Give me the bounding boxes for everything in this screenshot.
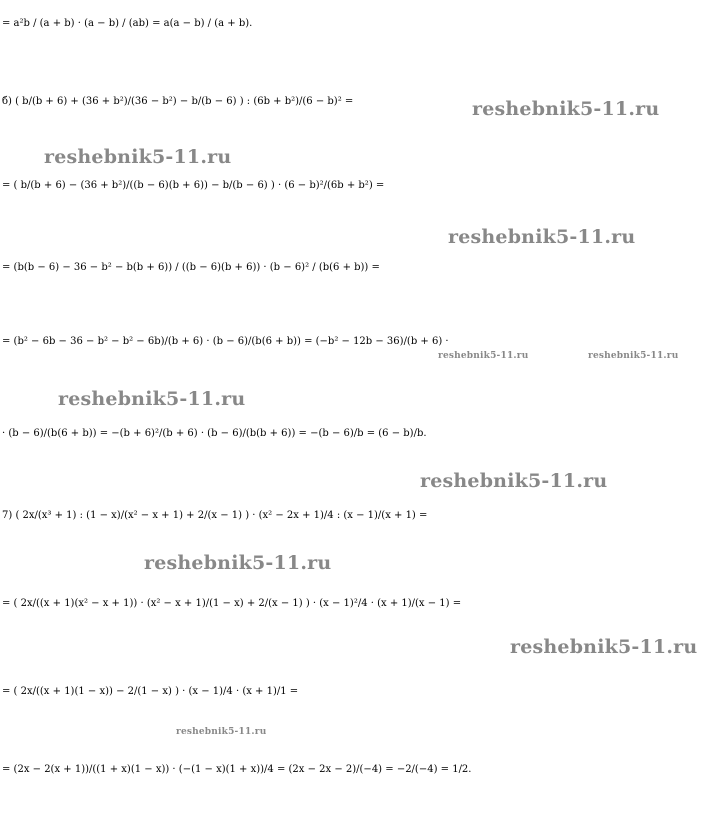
watermark-text: reshebnik5-11.ru bbox=[58, 388, 246, 410]
solution-line-3: = ( b/(b + 6) − (36 + b²)/((b − 6)(b + 6)) − b/(b − 6) ) · (6 − b)²/(6b + b²) = bbox=[2, 180, 385, 191]
solution-line-9: = ( 2x/((x + 1)(1 − x)) − 2/(1 − x) ) · (x − 1)/4 · (x + 1)/1 = bbox=[2, 686, 299, 697]
watermark-text: reshebnik5-11.ru bbox=[588, 351, 679, 361]
watermark-text: reshebnik5-11.ru bbox=[420, 470, 608, 492]
solution-line-4: = (b(b − 6) − 36 − b² − b(b + 6)) / ((b − 6)(b + 6)) · (b − 6)² / (b(6 + b)) = bbox=[2, 262, 380, 273]
watermark-text: reshebnik5-11.ru bbox=[510, 636, 698, 658]
watermark-text: reshebnik5-11.ru bbox=[144, 552, 332, 574]
solution-line-1: = a²b / (a + b) · (a − b) / (ab) = a(a − b) / (a + b). bbox=[2, 18, 253, 29]
solution-line-2: б) ( b/(b + 6) + (36 + b²)/(36 − b²) − b/(b − 6) ) : (6b + b²)/(6 − b)² = bbox=[2, 96, 354, 107]
watermark-text: reshebnik5-11.ru bbox=[472, 98, 660, 120]
watermark-text: reshebnik5-11.ru bbox=[176, 727, 267, 737]
solution-line-7: 7) ( 2x/(x³ + 1) : (1 − x)/(x² − x + 1) + 2/(x − 1) ) · (x² − 2x + 1)/4 : (x − 1)/(x + 1) = bbox=[2, 510, 428, 521]
solution-line-8: = ( 2x/((x + 1)(x² − x + 1)) · (x² − x + 1)/(1 − x) + 2/(x − 1) ) · (x − 1)²/4 · (x + 1)/(x − 1) = bbox=[2, 598, 462, 609]
watermark-text: reshebnik5-11.ru bbox=[44, 146, 232, 168]
watermark-text: reshebnik5-11.ru bbox=[448, 226, 636, 248]
solution-line-5: = (b² − 6b − 36 − b² − b² − 6b)/(b + 6) · (b − 6)/(b(6 + b)) = (−b² − 12b − 36)/(b + 6) · bbox=[2, 336, 449, 347]
watermark-text: reshebnik5-11.ru bbox=[438, 351, 529, 361]
solution-line-6: · (b − 6)/(b(6 + b)) = −(b + 6)²/(b + 6) · (b − 6)/(b(b + 6)) = −(b − 6)/b = (6 − b)/b. bbox=[2, 428, 427, 439]
solution-line-10: = (2x − 2(x + 1))/((1 + x)(1 − x)) · (−(1 − x)(1 + x))/4 = (2x − 2x − 2)/(−4) = −2/(−4) = 1/2. bbox=[2, 764, 472, 775]
